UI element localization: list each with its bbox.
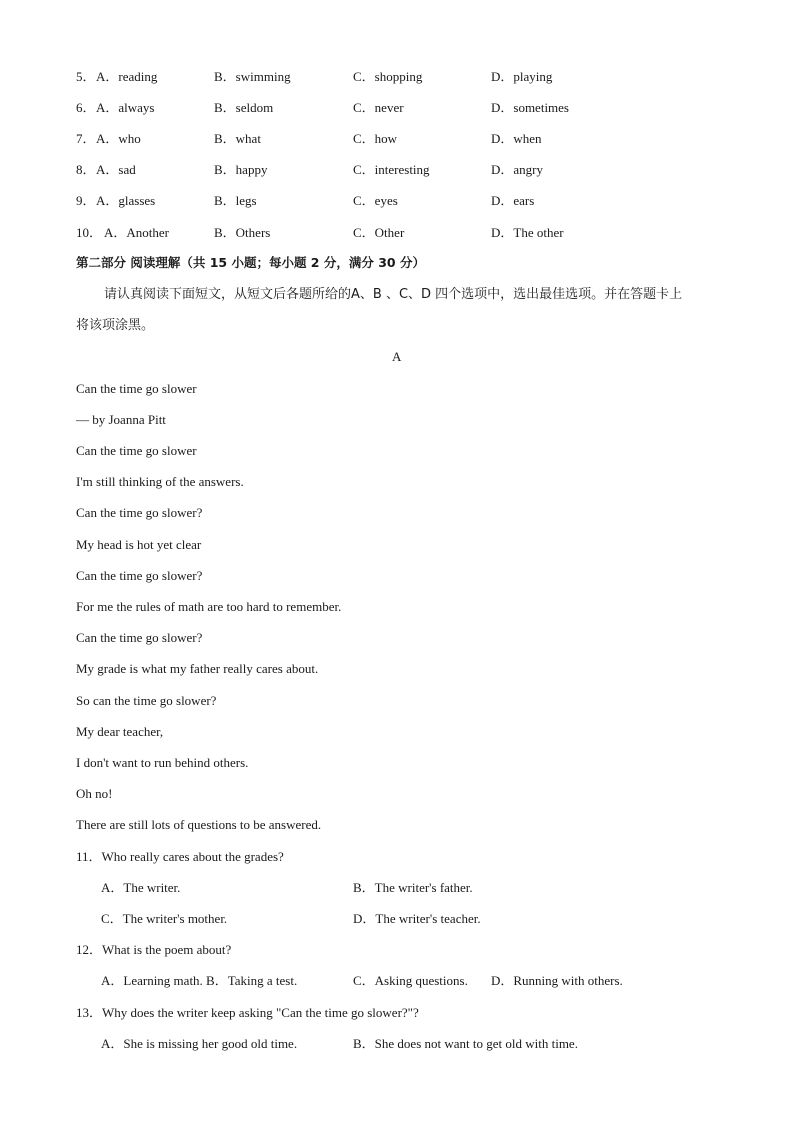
option-c: C．Other xyxy=(353,225,405,240)
passage-label: A xyxy=(392,349,402,364)
option-b: B．Others xyxy=(214,225,271,240)
option-a: A．She is missing her good old time. xyxy=(101,1036,298,1051)
option-d: D．playing xyxy=(491,69,553,84)
option-b: B．seldom xyxy=(214,100,274,115)
poem-line: I don't want to run behind others. xyxy=(76,755,249,770)
option-c: C．never xyxy=(353,100,404,115)
question-stem: 11．Who really cares about the grades? xyxy=(76,849,284,864)
section-heading: 第二部分 阅读理解（共 15 小题；每小题 2 分，满分 30 分） xyxy=(76,255,425,270)
question-number: 7． xyxy=(76,131,96,146)
question-number: 8． xyxy=(76,162,96,177)
option-a: A．who xyxy=(96,131,141,146)
option-d: D．The other xyxy=(491,225,564,240)
option-a: A．glasses xyxy=(96,193,156,208)
option-d: D．Running with others. xyxy=(491,973,623,988)
poem-line: Oh no! xyxy=(76,786,113,801)
option-c: C．The writer's mother. xyxy=(101,911,228,926)
poem-line: Can the time go slower? xyxy=(76,568,203,583)
option-d: D．ears xyxy=(491,193,535,208)
option-a: A．sad xyxy=(96,162,136,177)
poem-line: I'm still thinking of the answers. xyxy=(76,474,244,489)
option-b: B．She does not want to get old with time. xyxy=(353,1036,578,1051)
option-d: D．when xyxy=(491,131,542,146)
option-a: A．reading xyxy=(96,69,158,84)
option-b: B．legs xyxy=(214,193,257,208)
option-b: B．The writer's father. xyxy=(353,880,473,895)
poem-title: Can the time go slower xyxy=(76,381,197,396)
option-c: C．shopping xyxy=(353,69,423,84)
option-c: C．eyes xyxy=(353,193,398,208)
option-a: A．The writer. xyxy=(101,880,181,895)
poem-line: My dear teacher, xyxy=(76,724,164,739)
question-stem: 13．Why does the writer keep asking "Can the time go slower?"? xyxy=(76,1005,419,1020)
poem-line: My head is hot yet clear xyxy=(76,537,202,552)
question-number: 9． xyxy=(76,193,96,208)
question-stem: 12．What is the poem about? xyxy=(76,942,232,957)
option-a: A．always xyxy=(96,100,155,115)
option-d: D．angry xyxy=(491,162,543,177)
poem-line: My grade is what my father really cares about. xyxy=(76,661,319,676)
poem-line: For me the rules of math are too hard to remember. xyxy=(76,599,342,614)
poem-author: — by Joanna Pitt xyxy=(76,412,166,427)
option-a: A．Another xyxy=(104,225,169,240)
instruction-text-continued: 将该项涂黑。 xyxy=(76,318,155,333)
option-c: C．Asking questions. xyxy=(353,973,468,988)
poem-line: So can the time go slower? xyxy=(76,693,217,708)
instruction-text: 请认真阅读下面短文，从短文后各题所给的A、B 、C、D 四个选项中，选出最佳选项。并在答题卡上 xyxy=(104,287,683,302)
option-b: B．what xyxy=(214,131,261,146)
question-number: 5． xyxy=(76,69,96,84)
poem-line: Can the time go slower? xyxy=(76,505,203,520)
option-b: B．swimming xyxy=(214,69,291,84)
option-c: C．interesting xyxy=(353,162,430,177)
option-d: D．sometimes xyxy=(491,100,569,115)
option-b: B．happy xyxy=(214,162,268,177)
option-a-b: A．Learning math. B．Taking a test. xyxy=(101,973,298,988)
question-number: 10． xyxy=(76,225,103,240)
poem-line: There are still lots of questions to be answered. xyxy=(76,817,322,832)
question-number: 6． xyxy=(76,100,96,115)
poem-line: Can the time go slower? xyxy=(76,630,203,645)
option-d: D．The writer's teacher. xyxy=(353,911,481,926)
option-c: C．how xyxy=(353,131,398,146)
poem-line: Can the time go slower xyxy=(76,443,197,458)
